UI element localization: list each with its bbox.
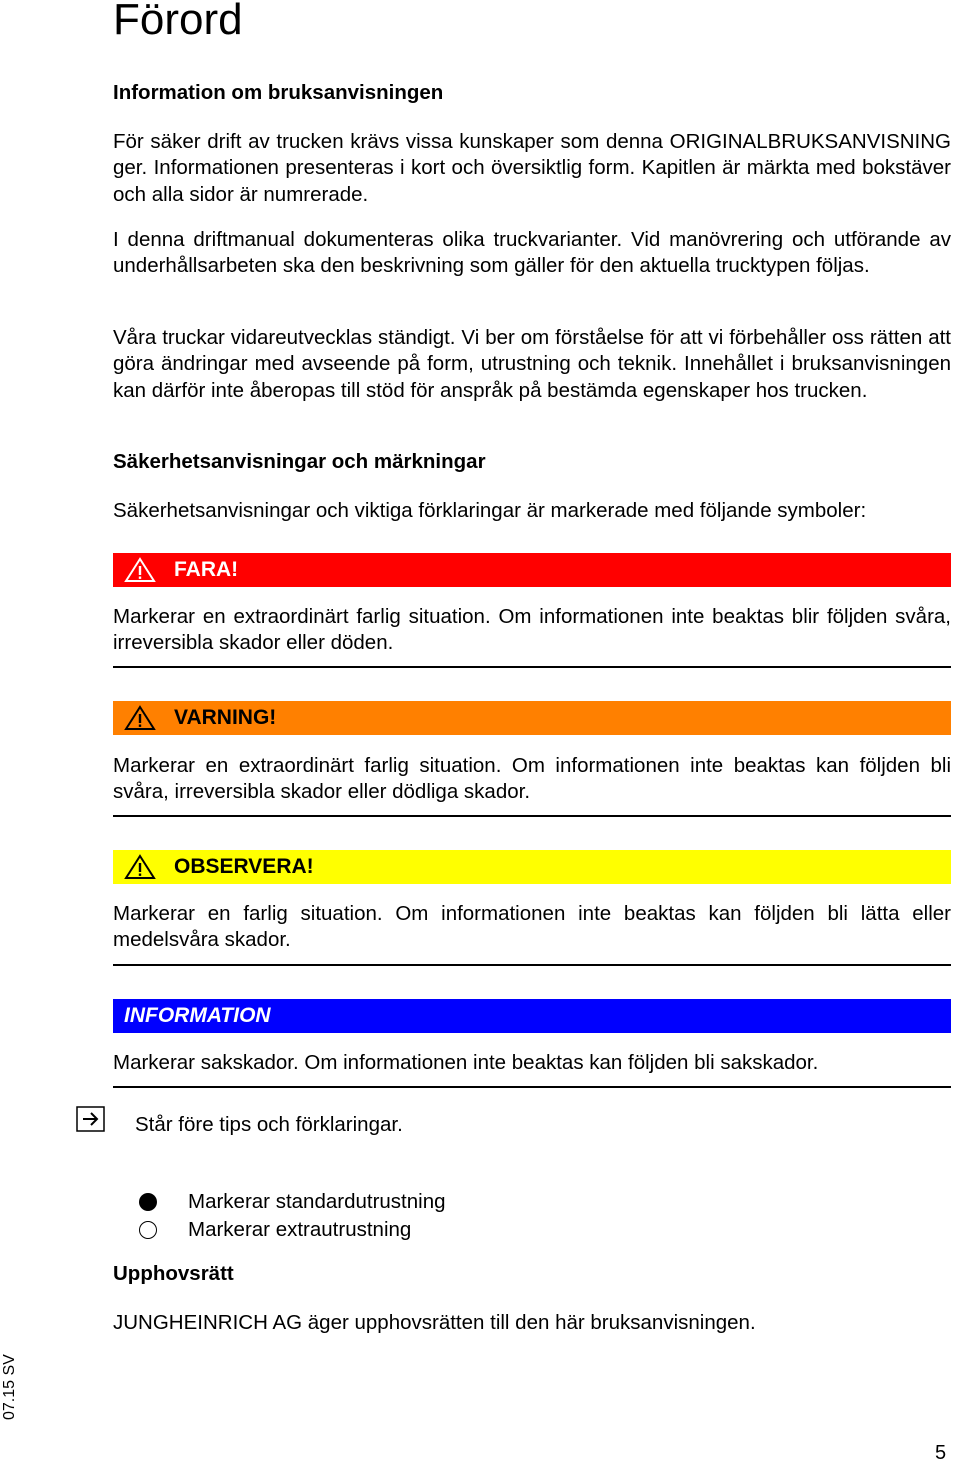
- paragraph-truck-variants: I denna driftmanual dokumenteras olika truckvarianter. Vid manövrering och utförande av underhållsarbeten ska den beskrivning som gäller för den aktuella trucktypen följas.: [113, 228, 951, 278]
- heading-copyright: Upphovsrätt: [113, 1262, 234, 1285]
- page-number: 5: [935, 1442, 947, 1464]
- info-banner: [113, 999, 951, 1033]
- document-code: 07.15 SV: [1, 1354, 18, 1420]
- info-label: INFORMATION: [124, 1004, 271, 1027]
- heading-safety-notes: Säkerhetsanvisningar och märkningar: [113, 450, 486, 473]
- divider: [113, 1086, 951, 1088]
- tip-description: Står före tips och förklaringar.: [135, 1113, 403, 1136]
- warning-description: Markerar en extraordinärt farlig situation. Om informationen inte beaktas kan följden bli svåra, irreversibla skador eller dödliga skador.: [113, 754, 951, 804]
- paragraph-symbols-intro: Säkerhetsanvisningar och viktiga förklaringar är markerade med följande symboler:: [113, 499, 867, 522]
- extra-equipment-text: Markerar extrautrustning: [188, 1218, 412, 1241]
- arrow-right-icon: [76, 1106, 106, 1132]
- danger-description: Markerar en extraordinärt farlig situation. Om informationen inte beaktas blir följden svåra, irreversibla skador eller döden.: [113, 605, 951, 655]
- heading-manual-info: Information om bruksanvisningen: [113, 81, 444, 104]
- page-title: Förord: [113, 0, 243, 44]
- standard-equipment-text: Markerar standardutrustning: [188, 1190, 446, 1213]
- caution-banner: [113, 850, 951, 884]
- caution-description: Markerar en farlig situation. Om informationen inte beaktas kan följden bli lätta eller medelsvåra skador.: [113, 902, 951, 952]
- paragraph-safe-operation: För säker drift av trucken krävs vissa kunskaper som denna ORIGINALBRUKSANVISNING ger. Informationen presenteras i kort och översiktlig form. Kapitlen är märkta med bokstäver och alla sidor är numrerade.: [113, 130, 951, 206]
- divider: [113, 964, 951, 966]
- empty-circle-icon: [139, 1221, 157, 1239]
- filled-circle-icon: [139, 1193, 157, 1211]
- copyright-text: JUNGHEINRICH AG äger upphovsrätten till den här bruksanvisningen.: [113, 1311, 756, 1334]
- danger-label: FARA!: [174, 558, 239, 581]
- warning-triangle-icon: [124, 705, 156, 731]
- divider: [113, 815, 951, 817]
- paragraph-development: Våra truckar vidareutvecklas ständigt. Vi ber om förståelse för att vi förbehåller oss rätten att göra ändringar med avseende på form, utrustning och teknik. Innehållet i bruksanvisningen kan därför inte åberopas till stöd för anspråk på bestämda egenskaper hos trucken.: [113, 326, 951, 402]
- warning-banner: [113, 701, 951, 735]
- warning-label: VARNING!: [174, 706, 277, 729]
- warning-triangle-icon: [124, 854, 156, 880]
- danger-banner: [113, 553, 951, 587]
- caution-label: OBSERVERA!: [174, 855, 314, 878]
- info-description: Markerar sakskador. Om informationen inte beaktas kan följden bli sakskador.: [113, 1051, 819, 1074]
- divider: [113, 666, 951, 668]
- warning-triangle-icon: [124, 557, 156, 583]
